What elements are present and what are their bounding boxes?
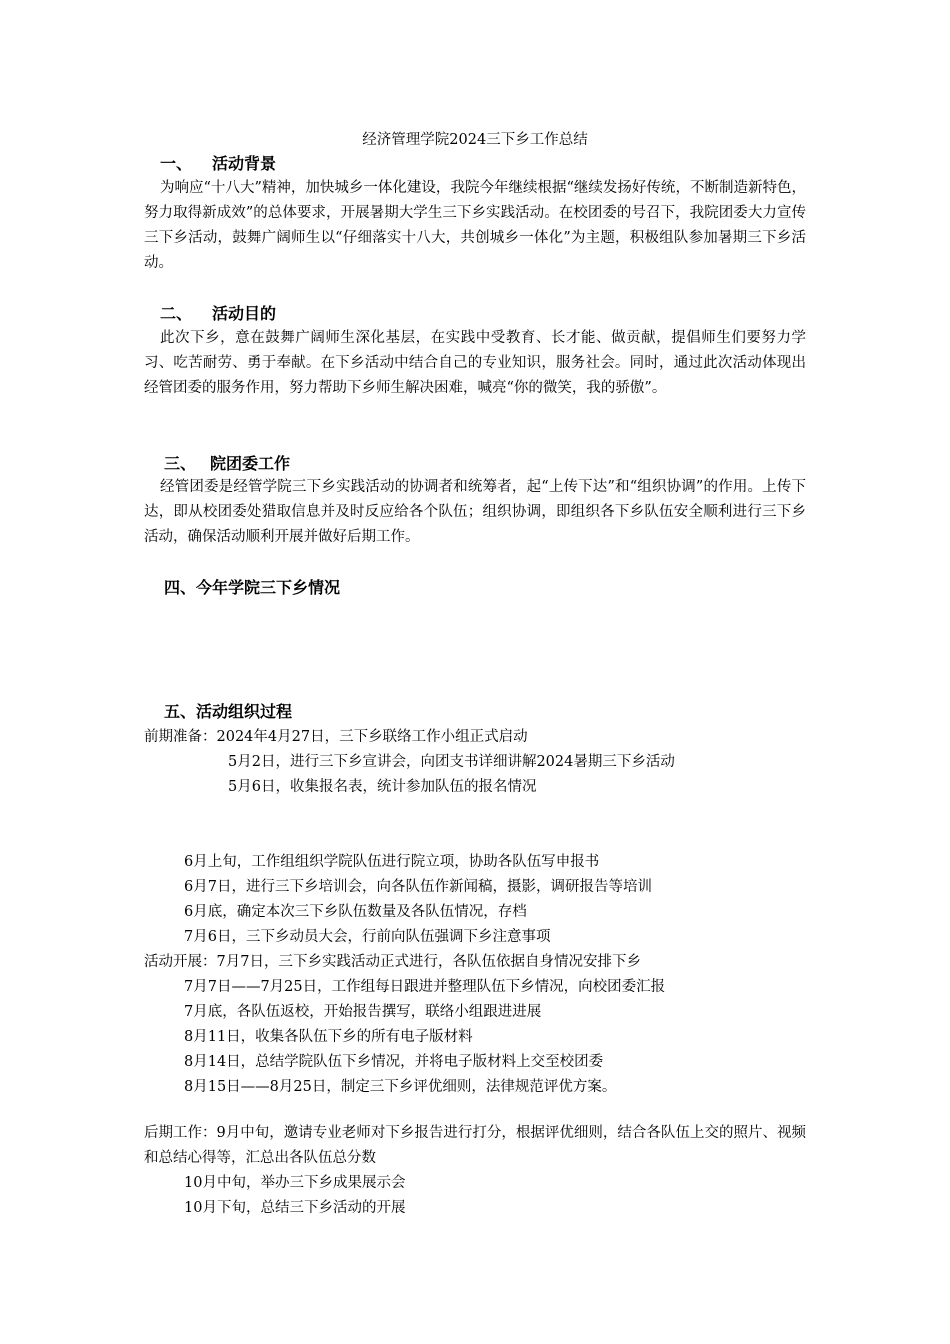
section-title: 活动背景 [212, 154, 277, 173]
launch-item: 8月11日，收集各队伍下乡的所有电子版材料 [184, 1029, 473, 1045]
section-number: 二、 [160, 304, 193, 323]
section-paragraph-2: 此次下乡，意在鼓舞广阔师生深化基层，在实践中受教育、长才能、做贡献，提倡师生们要努力学习、吃苦耐劳、勇于奉献。在下乡活动中结合自己的专业知识，服务社会。同时，通过此次活动体现出经管团委的服务作用，努力帮助下乡师生解决困难，喊亮“你的微笑，我的骄傲”。 [144, 330, 806, 396]
launch-item: 8月14日，总结学院队伍下乡情况，并将电子版材料上交至校团委 [184, 1054, 604, 1070]
prep-item: 7月6日，三下乡动员大会，行前向队伍强调下乡注意事项 [184, 929, 551, 945]
section-title: 院团委工作 [210, 454, 291, 473]
launch-item: 7月7日——7月25日，工作组每日跟进并整理队伍下乡情况，向校团委汇报 [184, 979, 666, 995]
section-paragraph-1: 为响应“十八大”精神，加快城乡一体化建设，我院今年继续根据“继续发扬好传统，不断制造新特色，努力取得新成效”的总体要求，开展暑期大学生三下乡实践活动。在校团委的号召下，我院团委大力宣传三下乡活动，鼓舞广阔师生以“仔细落实十八大，共创城乡一体化”为主题，积极组队参加暑期三下乡活动。 [144, 180, 806, 271]
section-heading-2 [160, 301, 276, 324]
section-heading-1 [160, 151, 276, 174]
section-title: 活动目的 [212, 304, 277, 323]
prep-item: 6月7日，进行三下乡培训会，向各队伍作新闻稿，摄影，调研报告等培训 [184, 879, 652, 895]
late-item: 10月下旬，总结三下乡活动的开展 [184, 1200, 406, 1216]
prep-item: 5月6日，收集报名表，统计参加队伍的报名情况 [228, 779, 537, 795]
section-heading-5: 五、活动组织过程 [164, 702, 293, 721]
late-item: 10月中旬，举办三下乡成果展示会 [184, 1175, 406, 1191]
prep-label: 前期准备：2024年4月27日，三下乡联络工作小组正式启动 [144, 729, 528, 745]
prep-item: 6月底，确定本次三下乡队伍数量及各队伍情况，存档 [184, 904, 527, 920]
launch-item: 7月底，各队伍返校，开始报告撰写，联络小组跟进进展 [184, 1004, 542, 1020]
prep-item: 6月上旬，工作组组织学院队伍进行院立项，协助各队伍写申报书 [184, 854, 600, 870]
section-heading-3 [164, 451, 290, 474]
section-number: 三、 [164, 454, 197, 473]
document-title: 经济管理学院2024三下乡工作总结 [362, 132, 588, 148]
late-paragraph: 后期工作：9月中旬，邀请专业老师对下乡报告进行打分，根据评优细则，结合各队伍上交的照片、视频和总结心得等，汇总出各队伍总分数 [144, 1125, 806, 1166]
launch-item: 8月15日——8月25日，制定三下乡评优细则，法律规范评优方案。 [184, 1079, 617, 1095]
launch-label: 活动开展：7月7日，三下乡实践活动正式进行，各队伍依据自身情况安排下乡 [144, 954, 641, 970]
section-paragraph-3: 经管团委是经管学院三下乡实践活动的协调者和统筹者，起“上传下达”和“组织协调”的作用。上传下达，即从校团委处猎取信息并及时反应给各个队伍；组织协调，即组织各下乡队伍安全顺利进行三下乡活动，确保活动顺利开展并做好后期工作。 [144, 479, 806, 545]
section-number: 一、 [160, 154, 193, 173]
prep-item: 5月2日，进行三下乡宣讲会，向团支书详细讲解2024暑期三下乡活动 [228, 754, 675, 770]
section-heading-4: 四、今年学院三下乡情况 [164, 578, 341, 597]
